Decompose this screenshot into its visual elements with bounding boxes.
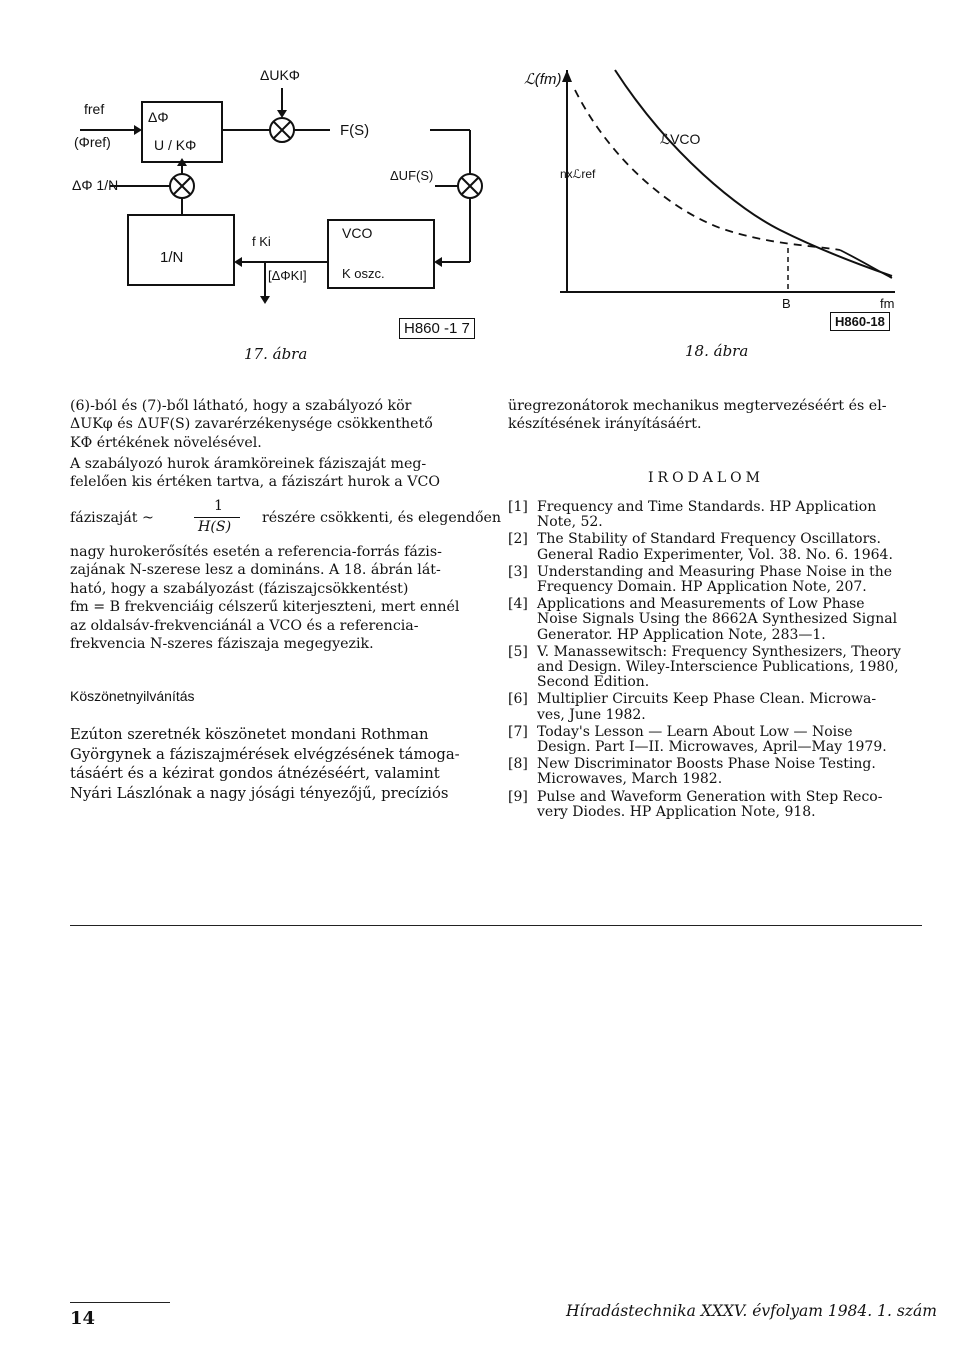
page-number: 14	[70, 1308, 96, 1329]
label-du-kphi: ΔUKΦ	[260, 67, 300, 83]
combined-curve	[840, 250, 892, 278]
figure-18-caption: 18. ábra	[685, 342, 749, 360]
formula-prefix: fáziszaját ~	[70, 510, 154, 526]
figure-17	[60, 50, 500, 350]
label-fref: fref	[84, 101, 105, 117]
ref-curve	[575, 90, 840, 250]
reference-item: [6] Multiplier Circuits Keep Phase Clean. Microwa- ves, June 1982.	[508, 691, 877, 723]
vco-curve	[615, 70, 892, 276]
formula-bar	[194, 517, 240, 518]
reference-item: [9] Pulse and Waveform Generation with Step Reco- very Diodes. HP Application Note, 918.	[508, 788, 883, 820]
formula-numerator: 1	[214, 498, 224, 514]
reference-item: [2] The Stability of Standard Frequency Oscillators. General Radio Experimenter, Vol. 38. No. 6. 1964.	[508, 531, 893, 563]
left-paragraph-1: (6)-ból és (7)-ből látható, hogy a szabályozó kör ΔUKφ és ΔUF(S) zavarérzékenysége csökkenthető KΦ értékének növelésével.	[70, 398, 433, 451]
figure-18-tag: H860-18	[830, 312, 890, 331]
left-paragraph-2b: nagy hurokerősítés esetén a referencia-forrás fázis- zajának N-szerese lesz a domináns. A 18. ábrán lát- ható, hogy a szabályozást (fáziszajcsökkentést) fm = B frekvenciáig célszerű kiterjeszteni, mert ennél az oldalsáv-frekvenciánál a VCO és a referencia- frekvencia N-szeres fáziszaja megegyezik.	[70, 544, 460, 653]
curve-ref-label: nxℒref	[560, 167, 596, 181]
section-divider	[70, 925, 922, 926]
reference-list	[508, 500, 923, 822]
label-phiref: (Φref)	[74, 134, 111, 150]
right-continuation: üregrezonátorok mechanikus megtervezéséért és el- készítésének irányításáért.	[508, 398, 887, 433]
reference-item: [5] V. Manassewitsch: Frequency Synthesizers, Theory and Design. Wiley-Interscience Publications, 1980, Second Edition.	[508, 643, 901, 691]
label-dphi: ΔΦ	[148, 109, 169, 125]
figure-18	[520, 60, 920, 340]
curve-vco-label: ℒVCO	[660, 131, 701, 147]
footer-rule	[70, 1302, 170, 1303]
label-dphiki: [ΔΦKI]	[268, 268, 307, 283]
ack-paragraph: Ezúton szeretnék köszönetet mondani Rothman Györgynek a fáziszajmérések elvégzésének támoga- tásáért és a kézirat gondos átnézéséért, valamint Nyári Lászlónak a nagy jósági tényezőjű, precíziós	[70, 726, 460, 802]
label-koszc: K oszc.	[342, 266, 385, 281]
label-divider: 1/N	[160, 249, 184, 266]
reference-item: [3] Understanding and Measuring Phase Noise in the Frequency Domain. HP Application Note, 207.	[508, 563, 892, 596]
y-axis-label: ℒ(fm)	[524, 71, 562, 88]
phase-noise-plot	[520, 60, 920, 340]
reference-item: [8] New Discriminator Boosts Phase Noise Testing. Microwaves, March 1982.	[508, 756, 876, 788]
x-axis-label: fm	[880, 296, 895, 311]
reference-item: [7] Today's Lesson — Learn About Low — Noise Design. Part I—II. Microwaves, April—May 1979.	[508, 723, 887, 756]
reference-item: [4] Applications and Measurements of Low Phase Noise Signals Using the 8662A Synthesized Signal Generator. HP Application Note, 283—1.	[508, 596, 898, 643]
label-vco: VCO	[342, 225, 373, 241]
label-u-kphi: U / KΦ	[154, 137, 197, 153]
reference-item: [1] Frequency and Time Standards. HP Application Note, 52.	[508, 499, 877, 531]
figure-17-caption: 17. ábra	[244, 345, 308, 363]
left-paragraph-2a: A szabályozó hurok áramköreinek fáziszaját meg- felelően kis értéken tartva, a fáziszárt hurok a VCO	[70, 456, 440, 491]
formula-line	[70, 498, 502, 538]
block-diagram	[60, 50, 500, 350]
journal-footer: Híradástechnika XXXV. évfolyam 1984. 1. szám	[566, 1302, 937, 1320]
formula-suffix: részére csökkenti, és elegendően	[262, 510, 502, 526]
b-label: B	[782, 296, 791, 311]
ack-heading: Köszönetnyilvánítás	[70, 688, 195, 704]
references-heading: IRODALOM	[648, 470, 764, 486]
label-filter: F(S)	[340, 122, 370, 139]
label-du-fs: ΔUF(S)	[390, 168, 434, 183]
formula-denominator: H(S)	[198, 519, 232, 535]
label-dphi-n: ΔΦ 1/N	[72, 177, 119, 193]
label-fki: f Ki	[252, 234, 271, 249]
figure-17-tag: H860 -1 7	[399, 318, 475, 339]
